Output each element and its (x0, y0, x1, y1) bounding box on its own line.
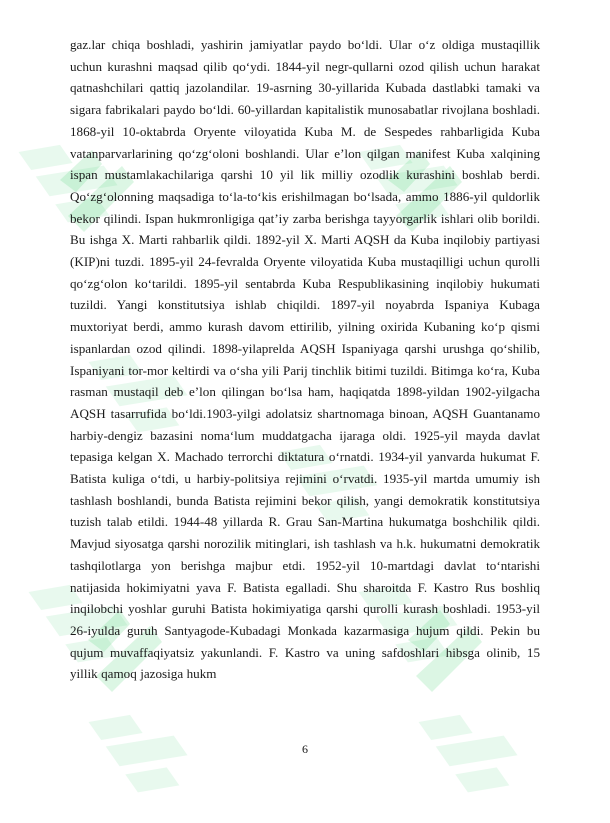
body-paragraph: gaz.lar chiqa boshladi, yashirin jamiyatlar paydo bo‘ldi. Ular o‘z oldiga mustaqillik uchun kurashni maqsad qilib qo‘ydi. 1844-yil negr-qullarni ozod qilish uchun harakat qatnashchilari qattiq jazolandilar. 19-asrning 30-yillarida Kubada dastlabki tamaki va sigara fabrikalari paydo bo‘ldi. 60-yillardan kapitalistik munosabatlar rivojlana boshladi. 1868-yil 10-oktabrda Oryente viloyatida Kuba M. de Sespedes rahbarligida Kuba vatanparvarlarining qo‘zg‘oloni boshlandi. Ular e’lon qilgan manifest Kuba xalqining ispan mustamlakachilariga qarshi 10 yil lik milliy ozodlik kurashini boshlab berdi. Qo‘zg‘olonning maqsadiga to‘la-to‘kis erishilmagan bo‘lsada, ammo 1886-yil quldorlik bekor qilindi. Ispan hukmronligiga qat’iy zarba berishga tayyorgarlik ishlari olib borildi. Bu ishga X. Marti rahbarlik qildi. 1892-yil X. Marti AQSH da Kuba inqilobiy partiyasi (KIP)ni tuzdi. 1895-yil 24-fevralda Oryente viloyatida Kuba mustaqilligi uchun qurolli qo‘zg‘olon ko‘tarildi. 1895-yil sentabrda Kuba Respublikasining inqilobiy hukumati tuzildi. Yangi konstitutsiya ishlab chiqildi. 1897-yil noyabrda Ispaniya Kubaga muxtoriyat berdi, ammo kurash davom ettirilib, yilning oxirida Kubaning ko‘p qismi ispanlardan ozod qilindi. 1898-yilaprelda AQSH Ispaniyaga qarshi urushga qo‘shilib, Ispaniyani tor-mor keltirdi va o‘sha yili Parij tinchlik bitimi tuzildi. Bitimga ko‘ra, Kuba rasman mustaqil deb e’lon qilingan bo‘lsa ham, haqiqatda 1898-yildan 1902-yilgacha AQSH tasarrufida bo‘ldi.1903-yilgi adolatsiz shartnomaga binoan, AQSH Guantanamo harbiy-dengiz bazasini noma‘lum muddatgacha ijaraga oldi. 1925-yil mayda davlat tepasiga kelgan X. Machado terrorchi diktatura o‘rnatdi. 1934-yil yanvarda hukumat F. Batista kuliga o‘tdi, u harbiy-politsiya rejimini o‘rvatdi. 1935-yil martda umumiy ish tashlash boshlandi, bunda Batista rejimini bekor qilish, yangi demokratik konstitutsiya tuzish talab etildi. 1944-48 yillarda R. Grau San-Martina hukumatga boshchilik qildi. Mavjud siyosatga qarshi norozilik mitinglari, ish tashlash va h.k. hukumatni demokratik tashqilotlarga yon berishga majbur etdi. 1952-yil 10-martdagi davlat to‘ntarishi natijasida hokimiyatni yava F. Batista egalladi. Shu sharoitda F. Kastro Rus boshliq inqilobchi yoshlar guruhi Batista hokimiyatiga qarshi qurolli kurash boshladi. 1953-yil 26-iyulda guruh Santyagode-Kubadagi Monkada kazarmasiga hujum qildi. Pekin bu qujum muvaffaqiyatsiz yakunlandi. F. Kastro va uning safdoshlari hibsga olinib, 15 yillik qamoq jazosiga hukm (70, 37, 540, 682)
document-page (70, 34, 540, 685)
page-number: 6 (302, 742, 308, 756)
